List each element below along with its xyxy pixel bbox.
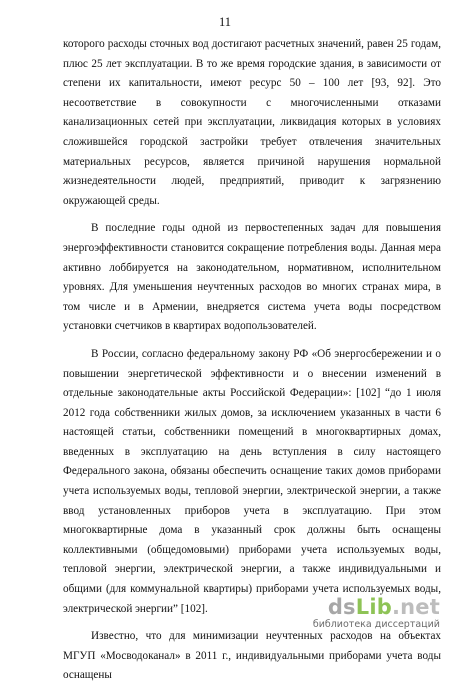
paragraph-4: Известно, что для минимизации неучтенных расходов на объектах МГУП «Мосводоканал» в 2011 г., индивидуальными приборами учета воды оснащены [63, 630, 441, 682]
paragraph-3: В России, согласно федеральному закону РФ «Об энергосбережении и о повышении энергетической эффективности и о внесении изменений в отдельные законодательные акты Российской Федерации»: [102] “до 1 июля 2012 года собственники жилых домов, за исключением указанных в части 6 настоящей статьи, собственники помещений в многоквартирных домах, введенных в эксплуатацию на день вступления в силу настоящего Федерального закона, обязаны обеспечить оснащение таких домов приборами учета используемых воды, тепловой энергии, электрической энергии, а также ввод установленных приборов учета в эксплуатацию. При этом многоквартирные дома в указанный срок должны быть оснащены коллективными (общедомовыми) приборами учета используемых воды, тепловой энергии, электрической энергии, а также индивидуальными и общими (для коммунальной квартиры) приборами учета используемых воды, электрической энергии” [102]. [63, 347, 441, 615]
page-number: 11 [218, 15, 232, 29]
watermark-brand: dsLib [327, 594, 392, 619]
watermark-tagline: библиотека диссертаций [312, 618, 440, 630]
site-watermark [312, 594, 440, 630]
paragraph-2: В последние годы одной из первостепенных задач для повышения энергоэффективности становится сокращение потребления воды. Данная мера активно лоббируется на законодательном, нормативном, исполнительном уровнях. Для уменьшения неучтенных расходов во многих странах мира, в том числе и в Армении, внедряется система учета воды посредством установки счетчиков в квартирах водопользователей. [63, 222, 441, 333]
watermark-logo [313, 594, 440, 619]
watermark-brand-suffix: .net [391, 594, 440, 619]
paragraph-1: которого расходы сточных вод достигают расчетных значений, равен 25 годам, плюс 25 лет эксплуатации. В то же время городские здания, в зависимости от степени их капитальности, имеют ресурс 50 – 100 лет [93, 92]. Это несоответствие в совокупности с многочисленными отказами канализационных сетей при эксплуатации, ликвидация которых в условиях сложившейся городской застройки требует отвлечения значительных материальных ресурсов, является причиной нарушения нормальной жизнедеятельности людей, предприятий, приводит к загрязнению окружающей среды. [63, 38, 441, 207]
